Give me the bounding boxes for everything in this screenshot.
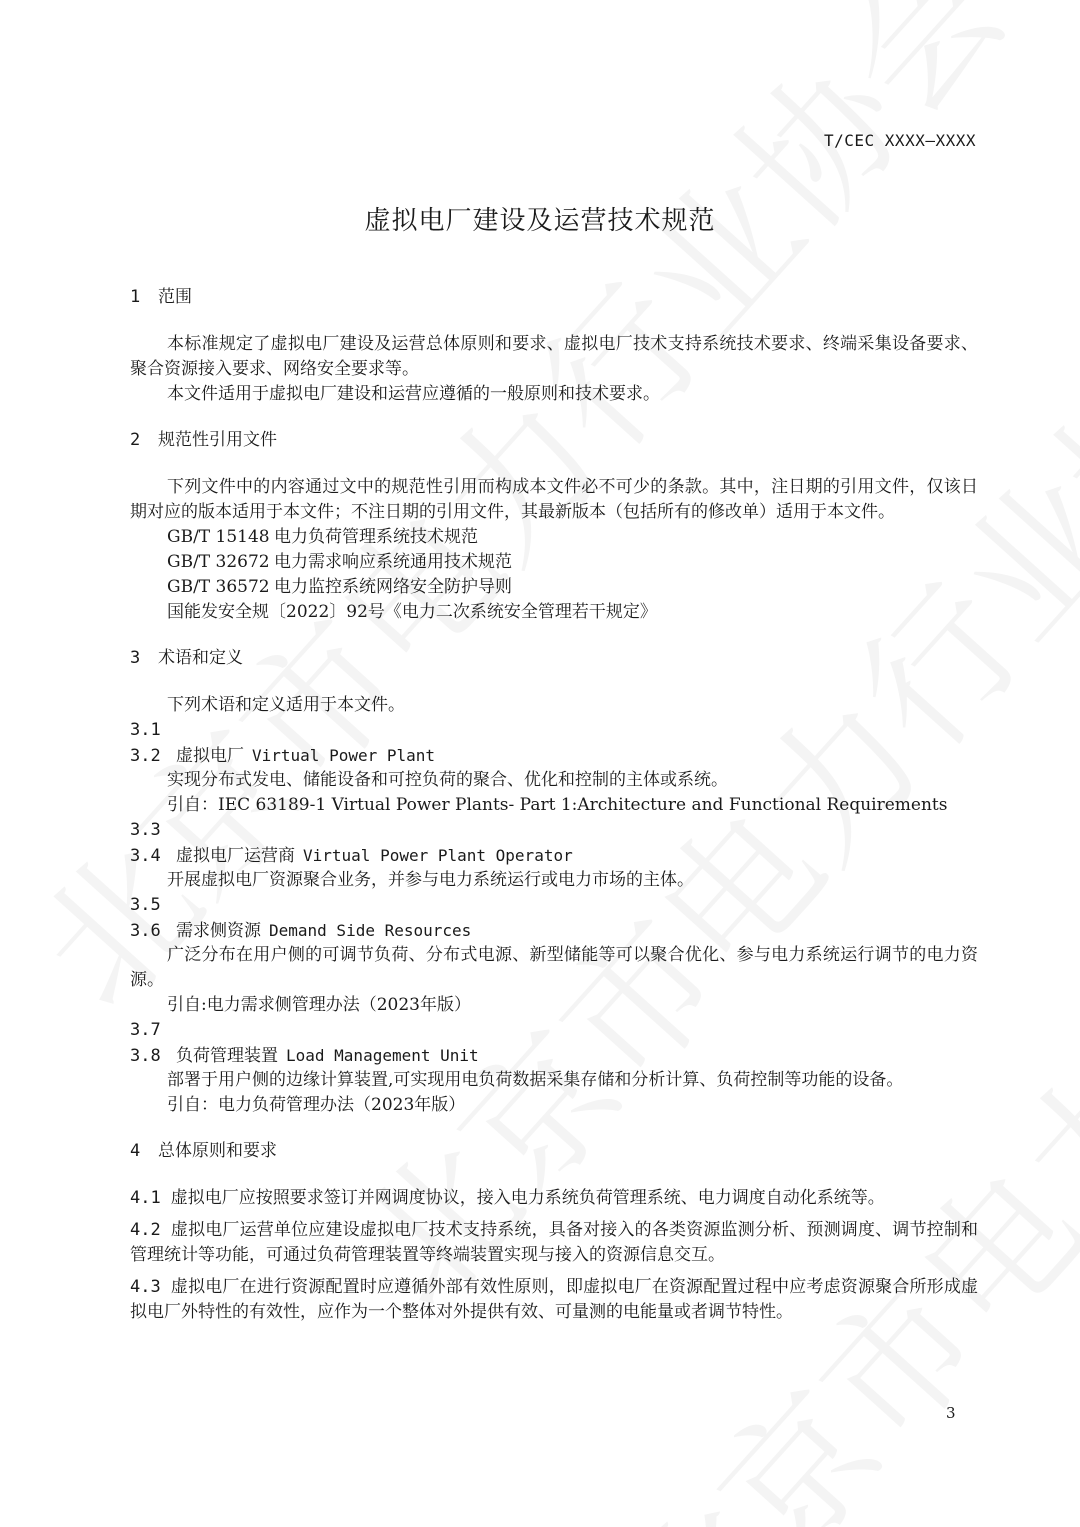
paragraph: 本标准规定了虚拟电厂建设及运营总体原则和要求、虚拟电厂技术支持系统技术要求、终端采集设备要求、聚合资源接入要求、网络安全要求等。: [130, 334, 978, 379]
term-chinese: 虚拟电厂运营商: [176, 846, 295, 866]
term-number: 3.2: [130, 746, 161, 766]
section-number: 4: [130, 1141, 141, 1161]
reference-item: [130, 525, 978, 550]
standard-id: T/CEC XXXX—XXXX: [824, 131, 976, 150]
section-heading-terms: [130, 645, 978, 671]
section-title: 术语和定义: [158, 648, 243, 668]
reference-code: GB/T 15148: [167, 527, 270, 547]
paragraph: 本文件适用于虚拟电厂建设和运营应遵循的一般原则和技术要求。: [167, 384, 660, 404]
term-entry: [130, 918, 978, 943]
term-number: 3.4: [130, 846, 161, 866]
term-definition: 开展虚拟电厂资源聚合业务，并参与电力系统运行或电力市场的主体。: [167, 870, 694, 890]
page-number: 3: [946, 1404, 956, 1422]
reference-item: 国能发安全规〔2022〕92号《电力二次系统安全管理若干规定》: [167, 602, 657, 622]
term-source: 引自：电力负荷管理办法（2023年版）: [167, 1095, 466, 1115]
term-number: 3.3: [130, 820, 161, 840]
reference-code: GB/T 36572: [167, 577, 270, 597]
term-english: Load Management Unit: [286, 1046, 479, 1065]
term-entry: [130, 743, 978, 768]
clause-text: 虚拟电厂应按照要求签订并网调度协议，接入电力系统负荷管理系统、电力调度自动化系统等。: [170, 1188, 885, 1208]
section-heading-scope: [130, 284, 978, 310]
term-source: 引自:电力需求侧管理办法（2023年版）: [167, 995, 471, 1015]
term-chinese: 虚拟电厂: [176, 746, 244, 766]
paragraph: 下列文件中的内容通过文中的规范性引用而构成本文件必不可少的条款。其中，注日期的引用文件，仅该日期对应的版本适用于本文件；不注日期的引用文件，其最新版本（包括所有的修改单）适用于本文件。: [130, 477, 978, 522]
clause-text: 虚拟电厂在进行资源配置时应遵循外部有效性原则，即虚拟电厂在资源配置过程中应考虑资源聚合所形成虚拟电厂外特性的有效性，应作为一个整体对外提供有效、可量测的电能量或者调节特性。: [130, 1277, 978, 1322]
clause-number: 4.2: [130, 1220, 161, 1240]
reference-name: 电力负荷管理系统技术规范: [274, 527, 478, 547]
reference-code: GB/T 32672: [167, 552, 270, 572]
clause: [130, 1275, 978, 1325]
term-english: Virtual Power Plant: [252, 746, 436, 765]
term-definition: 部署于用户侧的边缘计算装置,可实现用电负荷数据采集存储和分析计算、负荷控制等功能的设备。: [167, 1070, 904, 1090]
section-heading-normative-references: [130, 427, 978, 453]
term-entry: [130, 843, 978, 868]
reference-item: [130, 575, 978, 600]
section-title: 规范性引用文件: [158, 430, 277, 450]
term-english: Demand Side Resources: [269, 921, 472, 940]
clause: [130, 1218, 978, 1268]
term-definition: 实现分布式发电、储能设备和可控负荷的聚合、优化和控制的主体或系统。: [167, 770, 728, 790]
section-heading-general-principles: [130, 1138, 978, 1164]
clause-number: 4.1: [130, 1188, 161, 1208]
reference-item: [130, 550, 978, 575]
document-body: [130, 284, 978, 1325]
term-source: 引自：IEC 63189-1 Virtual Power Plants- Part 1:Architecture and Functional Requirements: [167, 795, 948, 815]
paragraph: 下列术语和定义适用于本文件。: [167, 695, 405, 715]
term-number: 3.6: [130, 921, 161, 941]
term-english: Virtual Power Plant Operator: [303, 846, 573, 865]
reference-name: 电力需求响应系统通用技术规范: [274, 552, 512, 572]
section-number: 2: [130, 430, 141, 450]
term-entry: [130, 1043, 978, 1068]
section-title: 总体原则和要求: [158, 1141, 277, 1161]
section-title: 范围: [158, 287, 192, 307]
clause: [130, 1186, 978, 1211]
term-number: 3.7: [130, 1020, 161, 1040]
document-title: 虚拟电厂建设及运营技术规范: [364, 206, 716, 236]
term-number: 3.5: [130, 895, 161, 915]
term-chinese: 负荷管理装置: [176, 1046, 278, 1066]
clause-text: 虚拟电厂运营单位应建设虚拟电厂技术支持系统，具备对接入的各类资源监测分析、预测调度、调节控制和管理统计等功能，可通过负荷管理装置等终端装置实现与接入的资源信息交互。: [130, 1220, 978, 1265]
section-number: 3: [130, 648, 141, 668]
section-number: 1: [130, 287, 141, 307]
term-definition: 广泛分布在用户侧的可调节负荷、分布式电源、新型储能等可以聚合优化、参与电力系统运行调节的电力资源。: [130, 945, 978, 990]
reference-name: 电力监控系统网络安全防护导则: [274, 577, 512, 597]
term-chinese: 需求侧资源: [176, 921, 261, 941]
clause-number: 4.3: [130, 1277, 161, 1297]
term-number: 3.1: [130, 720, 161, 740]
term-number: 3.8: [130, 1046, 161, 1066]
